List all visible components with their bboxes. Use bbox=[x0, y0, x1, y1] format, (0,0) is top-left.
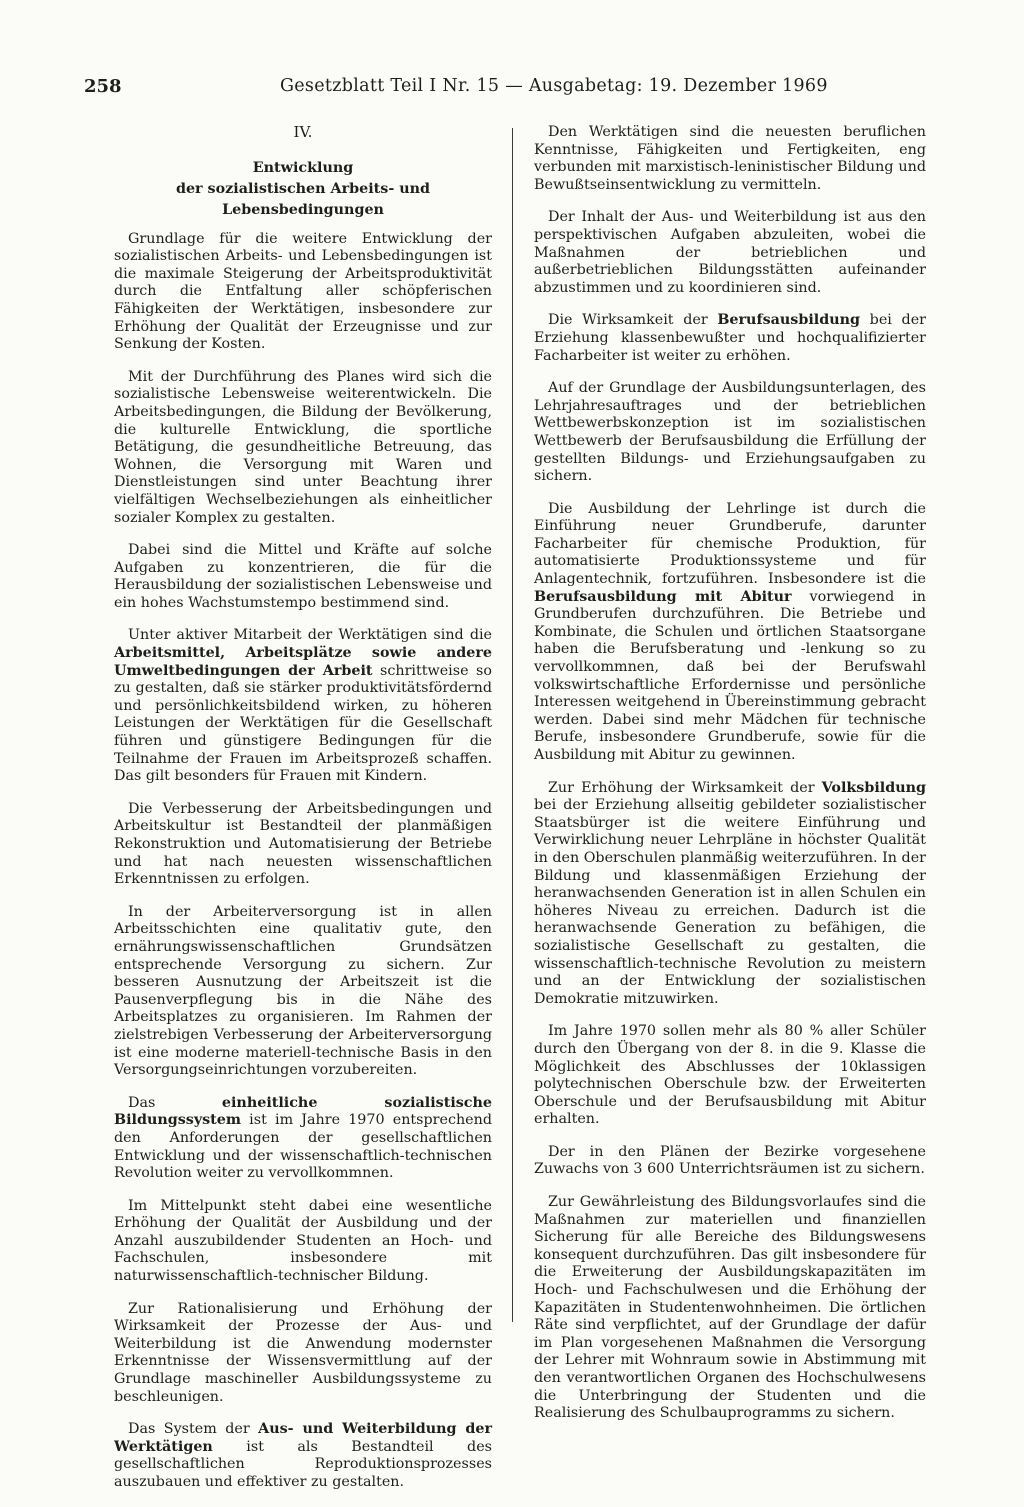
paragraph: Die Verbesserung der Arbeitsbedingungen und Arbeitskultur ist Bestandteil der planmäßigen Rekonstruktion und Automatisierung der Betriebe und hat nach neuesten wissenschaftlichen Erkenntnissen zu erfolgen. bbox=[114, 800, 492, 888]
bold-term: Aus- und Weiterbildung der Werktätigen bbox=[114, 1421, 492, 1455]
paragraph: Im Mittelpunkt steht dabei eine wesentliche Erhöhung der Qualität der Ausbildung und der Anzahl auszubildender Studenten an Hoch- und Fachschulen, insbesondere mit naturwissenschaftlich-technischer Bildung. bbox=[114, 1197, 492, 1285]
text-run: bei der Erziehung klassenbewußter und hochqualifizierter Facharbeiter ist weiter zu erhöhen. bbox=[534, 312, 926, 364]
text-run: Das bbox=[128, 1094, 222, 1111]
text-run: Zur Erhöhung der Wirksamkeit der bbox=[548, 779, 822, 796]
section-title bbox=[114, 158, 492, 221]
right-column bbox=[534, 124, 926, 1438]
text-run: ist im Jahre 1970 entsprechend den Anforderungen der gesellschaftlichen Entwicklung und der wissenschaftlich-technischen Revolution weiter zu vervollkommnen. bbox=[114, 1112, 492, 1182]
paragraph: In der Arbeiterversorgung ist in allen Arbeitsschichten eine qualitativ gute, den ernährungswissenschaftlichen Grundsätzen entsprechende Versorgung zu sichern. Zur besseren Ausnutzung der Arbeitszeit ist die Pausenverpflegung bis in die Nähe des Arbeitsplatzes zu organisieren. Im Rahmen der zielstrebigen Verbesserung der Arbeiterversorgung ist eine moderne materiell-technische Basis in den Versorgungseinrichtungen vorzubereiten. bbox=[114, 903, 492, 1079]
paragraph: Den Werktätigen sind die neuesten beruflichen Kenntnisse, Fähigkeiten und Fertigkeiten, eng verbunden mit marxistisch-leninistischer Bildung und Bewußtseinsentwicklung zu vermitteln. bbox=[534, 124, 926, 193]
paragraph: Der in den Plänen der Bezirke vorgesehene Zuwachs von 3 600 Unterrichtsräumen ist zu sichern. bbox=[534, 1143, 926, 1178]
paragraph: Im Jahre 1970 sollen mehr als 80 % aller Schüler durch den Übergang von der 8. in die 9. Klasse die Möglichkeit des Abschlusses der 10klassigen polytechnischen Oberschule bzw. der Erweiterten Oberschule und der Berufsausbildung mit Abitur erhalten. bbox=[534, 1023, 926, 1128]
bold-term: Volksbildung bbox=[821, 779, 926, 796]
column-divider bbox=[512, 128, 513, 1322]
page-number: 258 bbox=[84, 76, 122, 97]
paragraph bbox=[114, 627, 492, 785]
section-title-line-1: Entwicklung bbox=[252, 159, 354, 176]
bold-term: Berufsausbildung bbox=[717, 312, 860, 329]
paragraph: Grundlage für die weitere Entwicklung der sozialistischen Arbeits- und Lebensbedingungen ist die maximale Steigerung der Arbeitsproduktivität durch die Entfaltung aller schöpferischen Fähigkeiten der Werktätigen, insbesondere zur Erhöhung der Qualität der Erzeugnisse und zur Senkung der Kosten. bbox=[114, 230, 492, 353]
text-run: Die Wirksamkeit der bbox=[548, 312, 718, 329]
running-title: Gesetzblatt Teil I Nr. 15 — Ausgabetag: 19. Dezember 1969 bbox=[280, 76, 828, 96]
paragraph bbox=[534, 780, 926, 1009]
text-run: ist als Bestandteil des gesellschaftlichen Reproduktionsprozesses auszubauen und effektiver zu gestalten. bbox=[114, 1438, 492, 1490]
bold-term: Berufsausbildung mit Abitur bbox=[534, 588, 792, 605]
paragraph bbox=[114, 1095, 492, 1183]
bold-term: Arbeitsmittel, Arbeitsplätze sowie andere Umweltbedingungen der Arbeit bbox=[114, 645, 492, 679]
paragraph: Mit der Durchführung des Planes wird sich die sozialistische Lebensweise weiterentwickeln. Die Arbeitsbedingungen, die Bildung der Bevölkerung, die kulturelle Entwicklung, die sportliche Betätigung, die gesundheitliche Betreuung, das Wohnen, die Versorgung mit Waren und Dienstleistungen sind unter Beachtung ihrer vielfältigen Wechselbeziehungen als einheitlicher sozialer Komplex zu gestalten. bbox=[114, 368, 492, 526]
text-run: Unter aktiver Mitarbeit der Werktätigen sind die bbox=[128, 627, 492, 644]
paragraph bbox=[534, 312, 926, 365]
text-run: bei der Erziehung allseitig gebildeter sozialistischer Staatsbürger ist die weitere Einführung und Verwirklichung neuer Lehrpläne in höchster Qualität in den Oberschulen planmäßig weiterzuführen. In der Bildung und klassenmäßigen Erziehung der heranwachsenden Generation ist in allen Schulen ein höheres Niveau zu erreichen. Dadurch ist die heranwachsende Generation zu befähigen, die sozialistische Gesellschaft zu gestalten, die wissenschaftlich-technische Revolution zu meistern und an der Entwicklung der sozialistischen Demokratie mitzuwirken. bbox=[534, 797, 926, 1007]
paragraph: Zur Gewährleistung des Bildungsvorlaufes sind die Maßnahmen zur materiellen und finanziellen Sicherung für alle Bereiche des Bildungswesens konsequent durchzuführen. Das gilt insbesondere für die Erweiterung der Ausbildungskapazitäten im Hoch- und Fachschulwesen und die Erhöhung der Kapazitäten in Studentenwohnheimen. Die örtlichen Räte sind verpflichtet, auf der Grundlage der dafür im Plan vorgesehenen Maßnahmen die Versorgung der Lehrer mit Wohnraum sowie in Abstimmung mit den verantwortlichen Organen des Hochschulwesens die Unterbringung der Studenten und die Realisierung des Schulbauprogramms zu sichern. bbox=[534, 1194, 926, 1422]
text-run: schrittweise so zu gestalten, daß sie stärker produktivitätsfördernd und persönlichkeitsbildend wirken, zu höheren Leistungen der Werktätigen für die Gesellschaft führen und günstigere Bedingungen für die Teilnahme der Frauen im Arbeitsprozeß schaffen. Das gilt besonders für Frauen mit Kindern. bbox=[114, 662, 492, 785]
text-run: vorwiegend in Grundberufen durchzuführen. Die Betriebe und Kombinate, die Schulen und örtlichen Staatsorgane haben die Berufsberatung und -lenkung so zu vervollkommnen, daß bei der Berufswahl volkswirtschaftliche Erfordernisse und persönliche Interessen weitgehend in Übereinstimmung gebracht werden. Dabei sind mehr Mädchen für technische Berufe, insbesondere Grundberufe, sowie für die Ausbildung mit Abitur zu gewinnen. bbox=[534, 588, 926, 763]
text-run: Das System der bbox=[128, 1421, 259, 1438]
left-column bbox=[114, 124, 492, 1507]
paragraph: Der Inhalt der Aus- und Weiterbildung ist aus den perspektivischen Aufgaben abzuleiten, wobei die Maßnahmen der betrieblichen und außerbetrieblichen Bildungsstätten aufeinander abzustimmen und zu koordinieren sind. bbox=[534, 209, 926, 296]
bold-term: einheitliche sozialistische Bildungssystem bbox=[114, 1094, 493, 1129]
text-run: Die Ausbildung der Lehrlinge ist durch die Einführung neuer Grundberufe, darunter Facharbeiter für chemische Produktion, für automatisierte Produktionssysteme und für Anlagentechnik, fortzuführen. Insbesondere ist die bbox=[534, 500, 926, 588]
section-title-line-2: der sozialistischen Arbeits- und Lebensbedingungen bbox=[175, 180, 431, 218]
paragraph: Auf der Grundlage der Ausbildungsunterlagen, des Lehrjahresauftrages und der betrieblichen Wettbewerbskonzeption ist im sozialistischen Wettbewerb der Berufsausbildung die Erfüllung der gestellten Bildungs- und Erziehungsaufgaben zu sichern. bbox=[534, 380, 926, 485]
paragraph bbox=[114, 1421, 492, 1491]
paragraph: Zur Rationalisierung und Erhöhung der Wirksamkeit der Prozesse der Aus- und Weiterbildung ist die Anwendung modernster Erkenntnisse der Wissensvermittlung auf der Grundlage maschineller Ausbildungssysteme zu beschleunigen. bbox=[114, 1300, 492, 1405]
section-number: IV. bbox=[293, 123, 313, 141]
page-header bbox=[84, 76, 944, 100]
paragraph bbox=[534, 501, 926, 765]
paragraph: Dabei sind die Mittel und Kräfte auf solche Aufgaben zu konzentrieren, die für die Herausbildung der sozialistischen Lebensweise und ein hohes Wachstumstempo bestimmend sind. bbox=[114, 542, 492, 611]
